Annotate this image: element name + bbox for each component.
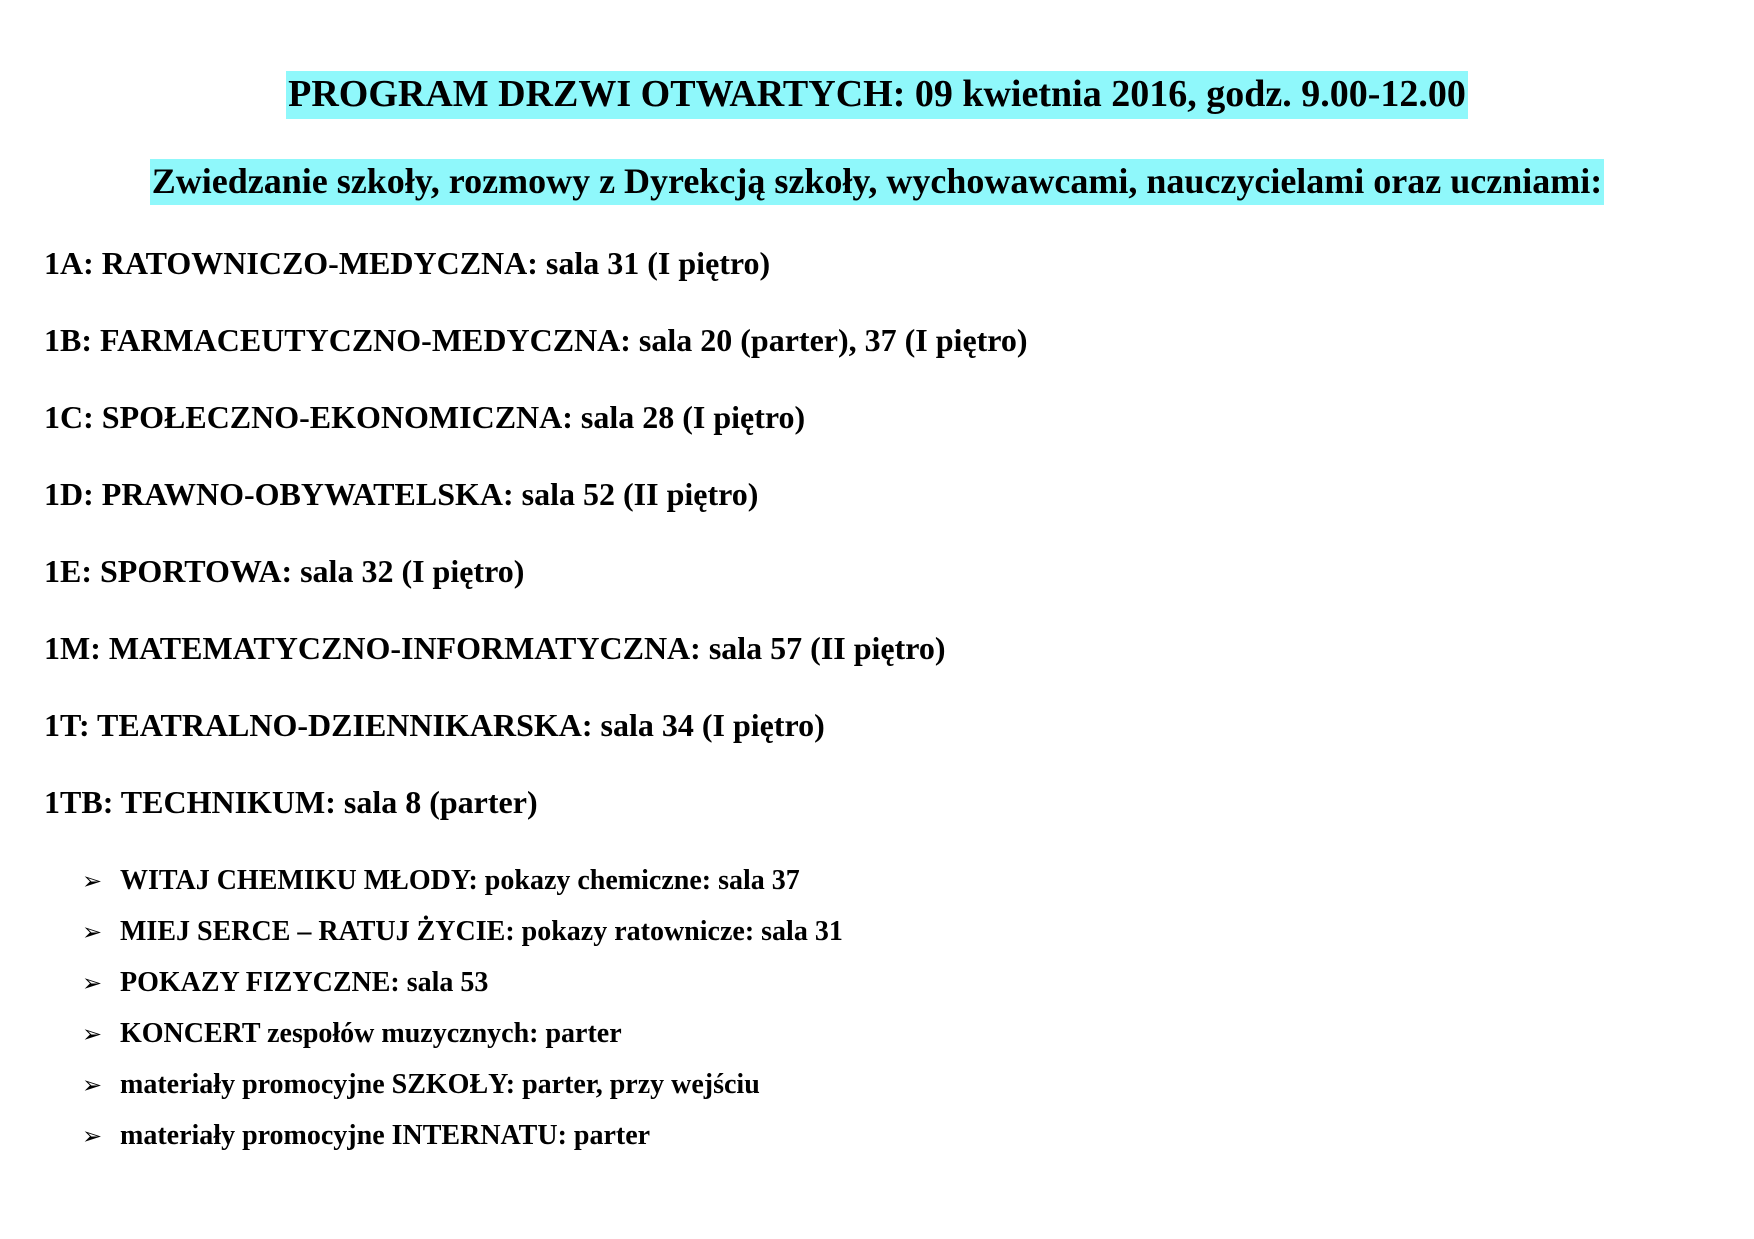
class-item: 1B: FARMACEUTYCZNO-MEDYCZNA: sala 20 (parter), 37 (I piętro)	[44, 322, 1028, 358]
event-item	[82, 957, 843, 1008]
class-item: 1E: SPORTOWA: sala 32 (I piętro)	[44, 553, 525, 589]
event-item	[82, 1008, 843, 1059]
event-item	[82, 855, 843, 906]
arrow-right-icon: ➢	[82, 1070, 103, 1099]
event-item-text: materiały promocyjne SZKOŁY: parter, przy wejściu	[120, 1068, 760, 1100]
arrow-right-icon: ➢	[82, 917, 103, 946]
class-item: 1TB: TECHNIKUM: sala 8 (parter)	[44, 784, 538, 820]
page-title	[0, 72, 1754, 116]
class-item: 1D: PRAWNO-OBYWATELSKA: sala 52 (II piętro)	[44, 476, 759, 512]
event-item-text: KONCERT zespołów muzycznych: parter	[120, 1017, 622, 1049]
event-item	[82, 1059, 843, 1110]
event-item-text: MIEJ SERCE – RATUJ ŻYCIE: pokazy ratownicze: sala 31	[120, 915, 843, 947]
event-item	[82, 1110, 843, 1161]
class-list	[44, 243, 1028, 859]
arrow-right-icon: ➢	[82, 866, 103, 895]
arrow-right-icon: ➢	[82, 1019, 103, 1048]
class-item: 1A: RATOWNICZO-MEDYCZNA: sala 31 (I piętro)	[44, 245, 771, 281]
event-item	[82, 906, 843, 957]
page-subtitle-text: Zwiedzanie szkoły, rozmowy z Dyrekcją szkoły, wychowawcami, nauczycielami oraz uczniami:	[150, 159, 1604, 205]
event-item-text: POKAZY FIZYCZNE: sala 53	[120, 966, 489, 998]
event-item-text: WITAJ CHEMIKU MŁODY: pokazy chemiczne: sala 37	[120, 864, 800, 896]
event-item-text: materiały promocyjne INTERNATU: parter	[120, 1119, 651, 1151]
page-title-text: PROGRAM DRZWI OTWARTYCH: 09 kwietnia 2016, godz. 9.00-12.00	[286, 71, 1468, 119]
class-item: 1T: TEATRALNO-DZIENNIKARSKA: sala 34 (I piętro)	[44, 707, 825, 743]
event-list	[82, 855, 843, 1161]
page-subtitle	[0, 160, 1754, 202]
class-item: 1C: SPOŁECZNO-EKONOMICZNA: sala 28 (I piętro)	[44, 399, 806, 435]
arrow-right-icon: ➢	[82, 1121, 103, 1150]
class-item: 1M: MATEMATYCZNO-INFORMATYCZNA: sala 57 (II piętro)	[44, 630, 946, 666]
arrow-right-icon: ➢	[82, 968, 103, 997]
